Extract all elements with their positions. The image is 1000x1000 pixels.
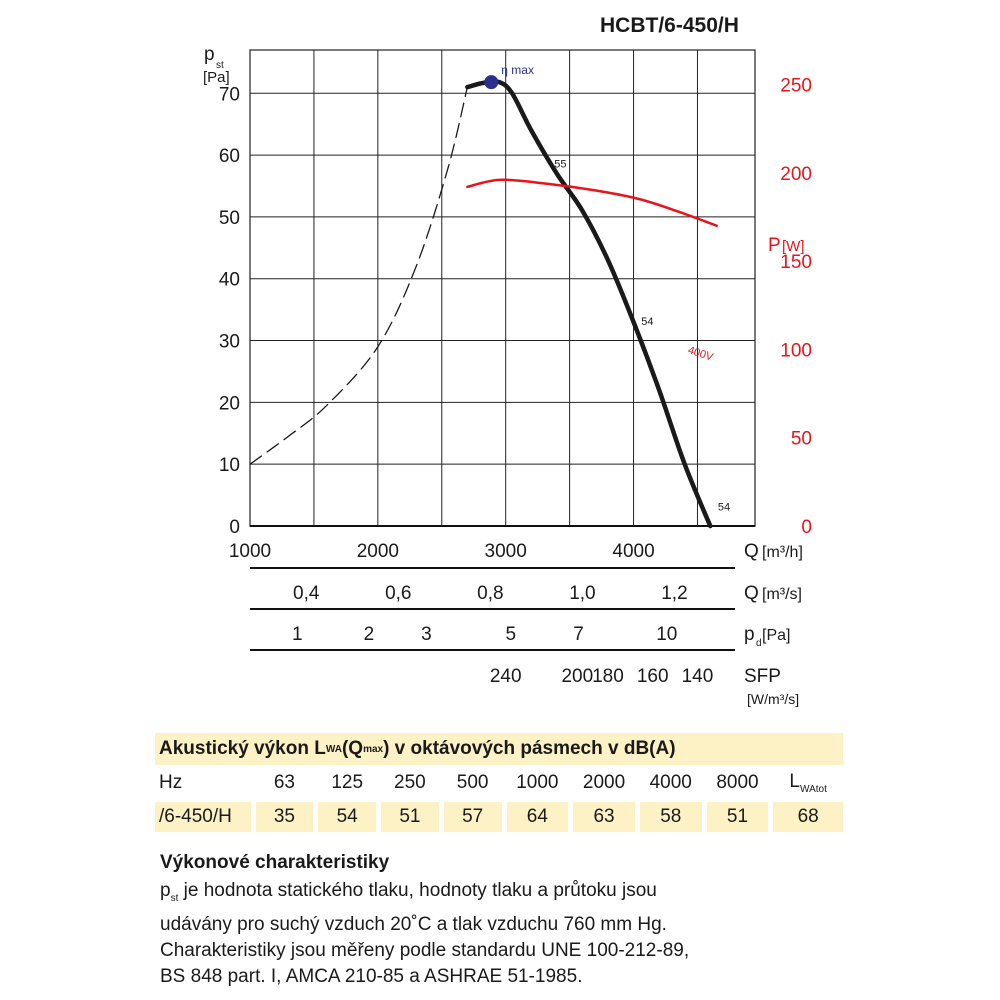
m3s-tick-label: 0,6 [385, 583, 412, 604]
performance-description [160, 850, 840, 990]
pd-axis-unit: [Pa] [762, 627, 791, 644]
total-label [773, 771, 843, 795]
total-value-cell: 68 [773, 802, 843, 832]
freq-cell: 4000 [649, 772, 692, 793]
x-tick-label: 3000 [484, 541, 527, 562]
x-tick-label: 2000 [356, 541, 399, 562]
power-tick-label: 150 [780, 252, 812, 274]
power-axis-unit: [W] [782, 238, 805, 255]
freq-cell: 500 [456, 772, 489, 793]
value-cell: 51 [381, 802, 439, 832]
eta-max-label: η max [501, 63, 534, 78]
pd-tick-label: 5 [505, 624, 517, 645]
pd-tick-label: 3 [421, 624, 432, 645]
acoustic-title-text-c: ) v oktávových pásmech v dB(A) [383, 738, 676, 759]
value-cell: 51 [707, 802, 769, 832]
freq-cell: 2000 [582, 772, 626, 793]
sfp-tick-label: 140 [681, 666, 714, 687]
description-line-2: udávány pro suchý vzduch 20˚C a tlak vzduchu 760 mm Hg. [160, 913, 667, 935]
hz-label: Hz [159, 772, 183, 793]
frequency-header-row [155, 767, 843, 799]
y-axis-label-sub: st [216, 60, 224, 71]
m3s-tick-label: 1,2 [661, 583, 688, 604]
x-tick-label: 1000 [228, 541, 272, 562]
sfp-tick-label: 180 [592, 666, 624, 687]
m3s-tick-label: 0,8 [477, 583, 504, 604]
power-tick-label: 50 [790, 428, 812, 450]
value-cell: 35 [256, 802, 314, 832]
freq-cell: 8000 [716, 772, 759, 793]
m3s-tick-label: 0,4 [293, 583, 320, 604]
sfp-tick-label: 160 [636, 666, 669, 687]
value-cell: 58 [640, 802, 702, 832]
value-cell: 63 [573, 802, 635, 832]
pd-tick-label: 2 [363, 624, 375, 645]
x-tick-label: 4000 [612, 541, 655, 562]
description-line-1 [160, 878, 840, 912]
acoustic-values-row [155, 801, 843, 833]
y-tick-label: 70 [218, 84, 240, 106]
pd-axis-label: p [744, 624, 755, 645]
sfp-axis-unit: [W/m³/s] [747, 691, 800, 707]
x-axis-unit: [m³/h] [762, 544, 803, 561]
value-cell: 54 [318, 802, 376, 832]
m3s-axis-label: Q [744, 583, 759, 604]
sfp-tick-label: 240 [489, 666, 522, 687]
y-tick-label: 20 [218, 393, 240, 415]
total-label-sub: WAtot [800, 783, 827, 795]
description-line-3: Charakteristiky jsou měřeny podle standardu UNE 100-212-89, [160, 939, 690, 961]
description-heading: Výkonové charakteristiky [160, 852, 390, 873]
sfp-axis-label: SFP [744, 666, 781, 687]
acoustic-title [155, 733, 843, 765]
pst-sub: st [170, 892, 179, 904]
y-tick-label: 10 [218, 455, 240, 477]
voltage-label: 400V [686, 344, 715, 364]
x-axis-label: Q [744, 541, 759, 562]
pd-axis-label-sub: d [756, 638, 762, 649]
y-tick-label: 0 [229, 517, 240, 538]
description-line-4: BS 848 part. I, AMCA 210-85 a ASHRAE 51-1985. [160, 965, 583, 987]
description-line-1-text: je hodnota statického tlaku, hodnoty tlaku a průtoku jsou [178, 880, 657, 901]
power-curve [467, 180, 716, 226]
curve-label: 54 [641, 316, 654, 329]
acoustic-title-sub: WA [325, 743, 342, 755]
power-tick-label: 200 [780, 163, 812, 185]
power-tick-label: 100 [780, 340, 812, 362]
freq-cell: 250 [394, 772, 426, 793]
model-title: HCBT/6-450/H [600, 14, 739, 37]
pst-main: p [160, 880, 171, 901]
pd-tick-label: 7 [573, 624, 584, 645]
total-label-main: L [789, 771, 800, 793]
y-axis-label: p [204, 44, 215, 65]
y-tick-label: 30 [218, 331, 240, 353]
value-cell: 64 [507, 802, 569, 832]
acoustic-title-text: Akustický výkon L [159, 738, 326, 759]
freq-cell: 125 [331, 772, 364, 793]
y-axis-unit: [Pa] [203, 69, 230, 86]
pressure-curve [467, 81, 710, 526]
y-tick-label: 50 [218, 207, 240, 229]
power-axis-label: P [768, 235, 781, 256]
value-cell: 57 [444, 802, 502, 832]
acoustic-table [155, 733, 843, 835]
sfp-tick-label: 200 [561, 666, 594, 687]
acoustic-title-text-b: (Q [341, 738, 364, 759]
curve-label: 54 [717, 501, 731, 514]
eta-max-marker [484, 75, 498, 89]
row-label: /6-450/H [155, 802, 251, 832]
pd-tick-label: 1 [292, 624, 303, 645]
curve-label: 55 [554, 158, 567, 171]
acoustic-title-sub-max: max [363, 743, 384, 755]
power-tick-label: 250 [780, 75, 812, 97]
y-tick-label: 60 [218, 146, 240, 168]
m3s-axis-unit: [m³/s] [762, 586, 802, 603]
power-tick-label: 0 [801, 517, 812, 538]
freq-cell: 1000 [516, 772, 559, 793]
m3s-tick-label: 1,0 [569, 583, 596, 604]
pd-tick-label: 10 [656, 624, 678, 645]
unstable-region-curve [250, 87, 467, 464]
y-tick-label: 40 [218, 269, 240, 291]
freq-cell: 63 [273, 772, 295, 793]
